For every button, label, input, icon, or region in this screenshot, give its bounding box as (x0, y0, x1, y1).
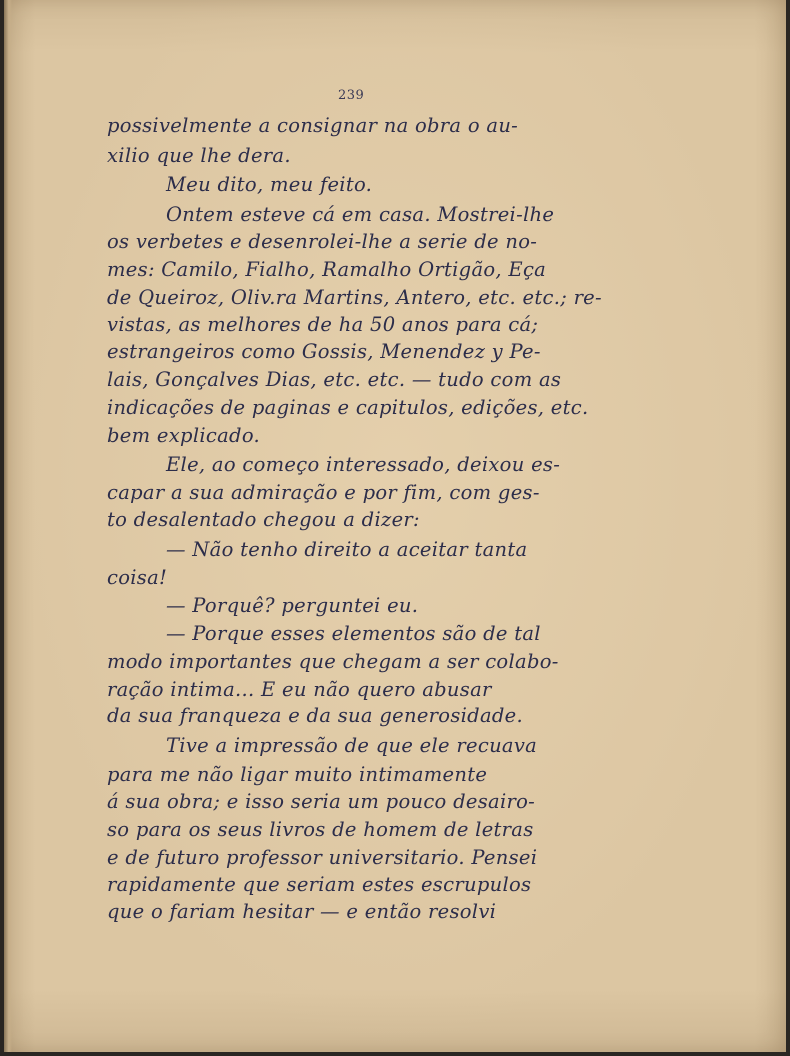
page-left-edge-shadow (4, 0, 12, 1052)
text-line: xilio que lhe dera. (107, 144, 291, 167)
text-line: vistas, as melhores de ha 50 anos para cá; (107, 313, 539, 336)
text-line: indicações de paginas e capitulos, edições, etc. (107, 396, 589, 419)
text-line: — Porque esses elementos são de tal (166, 622, 541, 645)
text-line: to desalentado chegou a dizer: (107, 508, 420, 531)
text-line: modo importantes que chegam a ser colabo- (107, 650, 559, 673)
text-line: — Porquê? perguntei eu. (166, 594, 419, 617)
text-line: da sua franqueza e da sua generosidade. (107, 704, 523, 727)
text-line: á sua obra; e isso seria um pouco desairo- (107, 790, 536, 813)
text-line: que o fariam hesitar — e então resolvi (107, 900, 497, 923)
text-line: capar a sua admiração e por fim, com ges- (107, 481, 540, 504)
text-line: mes: Camilo, Fialho, Ramalho Ortigão, Eça (107, 258, 547, 281)
text-line: de Queiroz, Oliv.ra Martins, Antero, etc. etc.; re- (107, 286, 602, 309)
text-line: lais, Gonçalves Dias, etc. etc. — tudo com as (107, 368, 562, 391)
text-line: rapidamente que seriam estes escrupulos (107, 873, 532, 896)
text-line: Meu dito, meu feito. (166, 173, 373, 196)
text-line: coisa! (107, 566, 168, 589)
text-line: bem explicado. (107, 424, 261, 447)
text-line: e de futuro professor universitario. Pensei (107, 846, 538, 869)
manuscript-page (4, 0, 786, 1052)
text-line: — Não tenho direito a aceitar tanta (166, 538, 528, 561)
text-line: Ontem esteve cá em casa. Mostrei-lhe (166, 203, 555, 226)
text-line: ração intima... E eu não quero abusar (107, 678, 492, 701)
text-line: Tive a impressão de que ele recuava (166, 734, 538, 757)
text-line: possivelmente a consignar na obra o au- (107, 114, 519, 137)
text-line: so para os seus livros de homem de letras (107, 818, 534, 841)
text-line: estrangeiros como Gossis, Menendez y Pe- (107, 340, 541, 363)
text-line: Ele, ao começo interessado, deixou es- (166, 453, 561, 476)
page-number: 239 (338, 88, 365, 103)
text-line: os verbetes e desenrolei-lhe a serie de no- (107, 230, 538, 253)
text-line: para me não ligar muito intimamente (107, 763, 488, 786)
